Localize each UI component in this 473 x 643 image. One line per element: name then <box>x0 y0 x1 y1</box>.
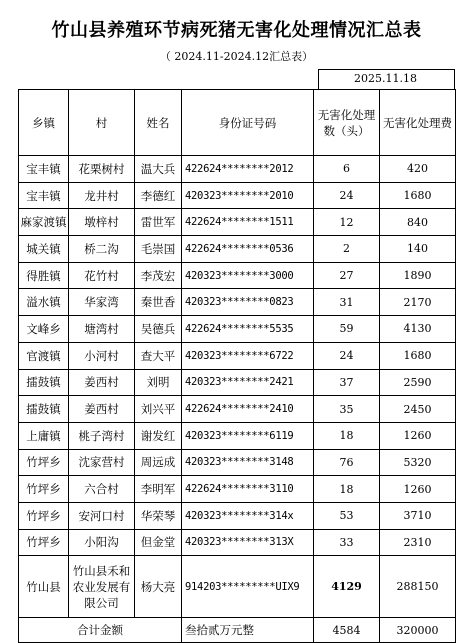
row-village: 小阳沟 <box>69 529 135 556</box>
row-name: 李明军 <box>135 476 182 503</box>
row-count: 6 <box>314 156 380 183</box>
table-row <box>19 369 456 396</box>
row-township: 文峰乡 <box>19 316 69 343</box>
company-fee: 288150 <box>380 556 456 618</box>
row-township: 竹坪乡 <box>19 529 69 556</box>
row-id-number: 420323********2421 <box>182 369 314 396</box>
row-count: 76 <box>314 449 380 476</box>
row-fee: 840 <box>380 209 456 236</box>
row-fee: 420 <box>380 156 456 183</box>
row-fee: 1260 <box>380 476 456 503</box>
row-count: 37 <box>314 369 380 396</box>
table-header-row <box>19 90 456 156</box>
row-id-number: 422624********2012 <box>182 156 314 183</box>
header-fee: 无害化处理费 <box>380 90 456 156</box>
row-id-number: 420323********6722 <box>182 342 314 369</box>
table-row <box>19 449 456 476</box>
row-fee: 3710 <box>380 502 456 529</box>
row-id-number: 420323********313X <box>182 529 314 556</box>
row-count: 33 <box>314 529 380 556</box>
row-fee: 1260 <box>380 422 456 449</box>
table-row <box>19 182 456 209</box>
row-count: 18 <box>314 476 380 503</box>
row-count: 31 <box>314 289 380 316</box>
row-count: 59 <box>314 316 380 343</box>
row-fee: 140 <box>380 236 456 263</box>
total-row <box>19 618 456 643</box>
summary-table <box>18 89 456 643</box>
header-name: 姓名 <box>135 90 182 156</box>
row-village: 华家湾 <box>69 289 135 316</box>
row-township: 竹坪乡 <box>19 502 69 529</box>
row-id-number: 420323********6119 <box>182 422 314 449</box>
row-village: 塘湾村 <box>69 316 135 343</box>
row-village: 花栗树村 <box>69 156 135 183</box>
row-id-number: 420323********3000 <box>182 262 314 289</box>
row-count: 24 <box>314 182 380 209</box>
row-village: 姜西村 <box>69 369 135 396</box>
row-name: 刘明 <box>135 369 182 396</box>
header-village: 村 <box>69 90 135 156</box>
table-row <box>19 529 456 556</box>
total-fee: 320000 <box>380 618 456 643</box>
report-subtitle: （ 2024.11-2024.12汇总表） <box>159 50 314 63</box>
table-row <box>19 396 456 423</box>
company-count: 4129 <box>314 556 380 618</box>
row-name: 但金堂 <box>135 529 182 556</box>
row-id-number: 422624********1511 <box>182 209 314 236</box>
header-id-number: 身份证号码 <box>182 90 314 156</box>
row-name: 谢发红 <box>135 422 182 449</box>
row-township: 上庸镇 <box>19 422 69 449</box>
row-township: 竹坪乡 <box>19 449 69 476</box>
row-count: 18 <box>314 422 380 449</box>
table-row <box>19 156 456 183</box>
row-township: 宝丰镇 <box>19 182 69 209</box>
table-row <box>19 502 456 529</box>
row-village: 六合村 <box>69 476 135 503</box>
table-row <box>19 476 456 503</box>
row-village: 小河村 <box>69 342 135 369</box>
row-id-number: 422624********3110 <box>182 476 314 503</box>
table-row <box>19 262 456 289</box>
row-count: 12 <box>314 209 380 236</box>
row-name: 秦世香 <box>135 289 182 316</box>
total-amount-words: 叁拾贰万元整 <box>182 618 314 643</box>
row-fee: 1680 <box>380 342 456 369</box>
row-village: 安河口村 <box>69 502 135 529</box>
date-box-top-border <box>318 69 454 70</box>
row-village: 桥二沟 <box>69 236 135 263</box>
report-date: 2025.11.18 <box>354 72 417 85</box>
row-fee: 2310 <box>380 529 456 556</box>
row-township: 官渡镇 <box>19 342 69 369</box>
row-count: 27 <box>314 262 380 289</box>
table-row <box>19 316 456 343</box>
date-box-right-border <box>454 69 455 89</box>
row-name: 雷世军 <box>135 209 182 236</box>
row-township: 竹坪乡 <box>19 476 69 503</box>
row-township: 擂鼓镇 <box>19 396 69 423</box>
row-id-number: 422624********5535 <box>182 316 314 343</box>
table-row <box>19 209 456 236</box>
table-row <box>19 342 456 369</box>
row-fee: 1890 <box>380 262 456 289</box>
row-village: 桃子湾村 <box>69 422 135 449</box>
report-title: 竹山县养殖环节病死猪无害化处理情况汇总表 <box>51 20 422 41</box>
row-id-number: 422624********0536 <box>182 236 314 263</box>
row-fee: 5320 <box>380 449 456 476</box>
total-count: 4584 <box>314 618 380 643</box>
row-township: 擂鼓镇 <box>19 369 69 396</box>
table-row <box>19 289 456 316</box>
row-township: 城关镇 <box>19 236 69 263</box>
row-township: 麻家渡镇 <box>19 209 69 236</box>
row-township: 宝丰镇 <box>19 156 69 183</box>
row-township: 溢水镇 <box>19 289 69 316</box>
row-count: 2 <box>314 236 380 263</box>
row-id-number: 422624********2410 <box>182 396 314 423</box>
row-village: 花竹村 <box>69 262 135 289</box>
row-id-number: 420323********3148 <box>182 449 314 476</box>
row-name: 吴德兵 <box>135 316 182 343</box>
table-row <box>19 236 456 263</box>
row-name: 华荣琴 <box>135 502 182 529</box>
company-name: 杨大亮 <box>135 556 182 618</box>
company-township: 竹山县 <box>19 556 69 618</box>
row-fee: 4130 <box>380 316 456 343</box>
row-fee: 2590 <box>380 369 456 396</box>
row-id-number: 420323********2010 <box>182 182 314 209</box>
row-fee: 1680 <box>380 182 456 209</box>
row-township: 得胜镇 <box>19 262 69 289</box>
header-township: 乡镇 <box>19 90 69 156</box>
row-id-number: 420323********314x <box>182 502 314 529</box>
table-body <box>19 156 456 556</box>
company-village: 竹山县禾和农业发展有限公司 <box>69 556 135 618</box>
company-row <box>19 556 456 618</box>
total-label: 合计金额 <box>19 618 182 643</box>
table-row <box>19 422 456 449</box>
row-village: 姜西村 <box>69 396 135 423</box>
row-count: 24 <box>314 342 380 369</box>
company-id-number: 914203*********UIX9 <box>182 556 314 618</box>
row-name: 李茂宏 <box>135 262 182 289</box>
row-id-number: 420323********0823 <box>182 289 314 316</box>
row-name: 查大平 <box>135 342 182 369</box>
row-fee: 2450 <box>380 396 456 423</box>
row-village: 墩梓村 <box>69 209 135 236</box>
row-name: 刘兴平 <box>135 396 182 423</box>
row-name: 李德红 <box>135 182 182 209</box>
row-count: 35 <box>314 396 380 423</box>
row-village: 龙井村 <box>69 182 135 209</box>
row-count: 53 <box>314 502 380 529</box>
row-name: 周远成 <box>135 449 182 476</box>
row-village: 沈家营村 <box>69 449 135 476</box>
row-fee: 2170 <box>380 289 456 316</box>
row-name: 毛崇国 <box>135 236 182 263</box>
row-name: 温大兵 <box>135 156 182 183</box>
header-count: 无害化处理数（头） <box>314 90 380 156</box>
